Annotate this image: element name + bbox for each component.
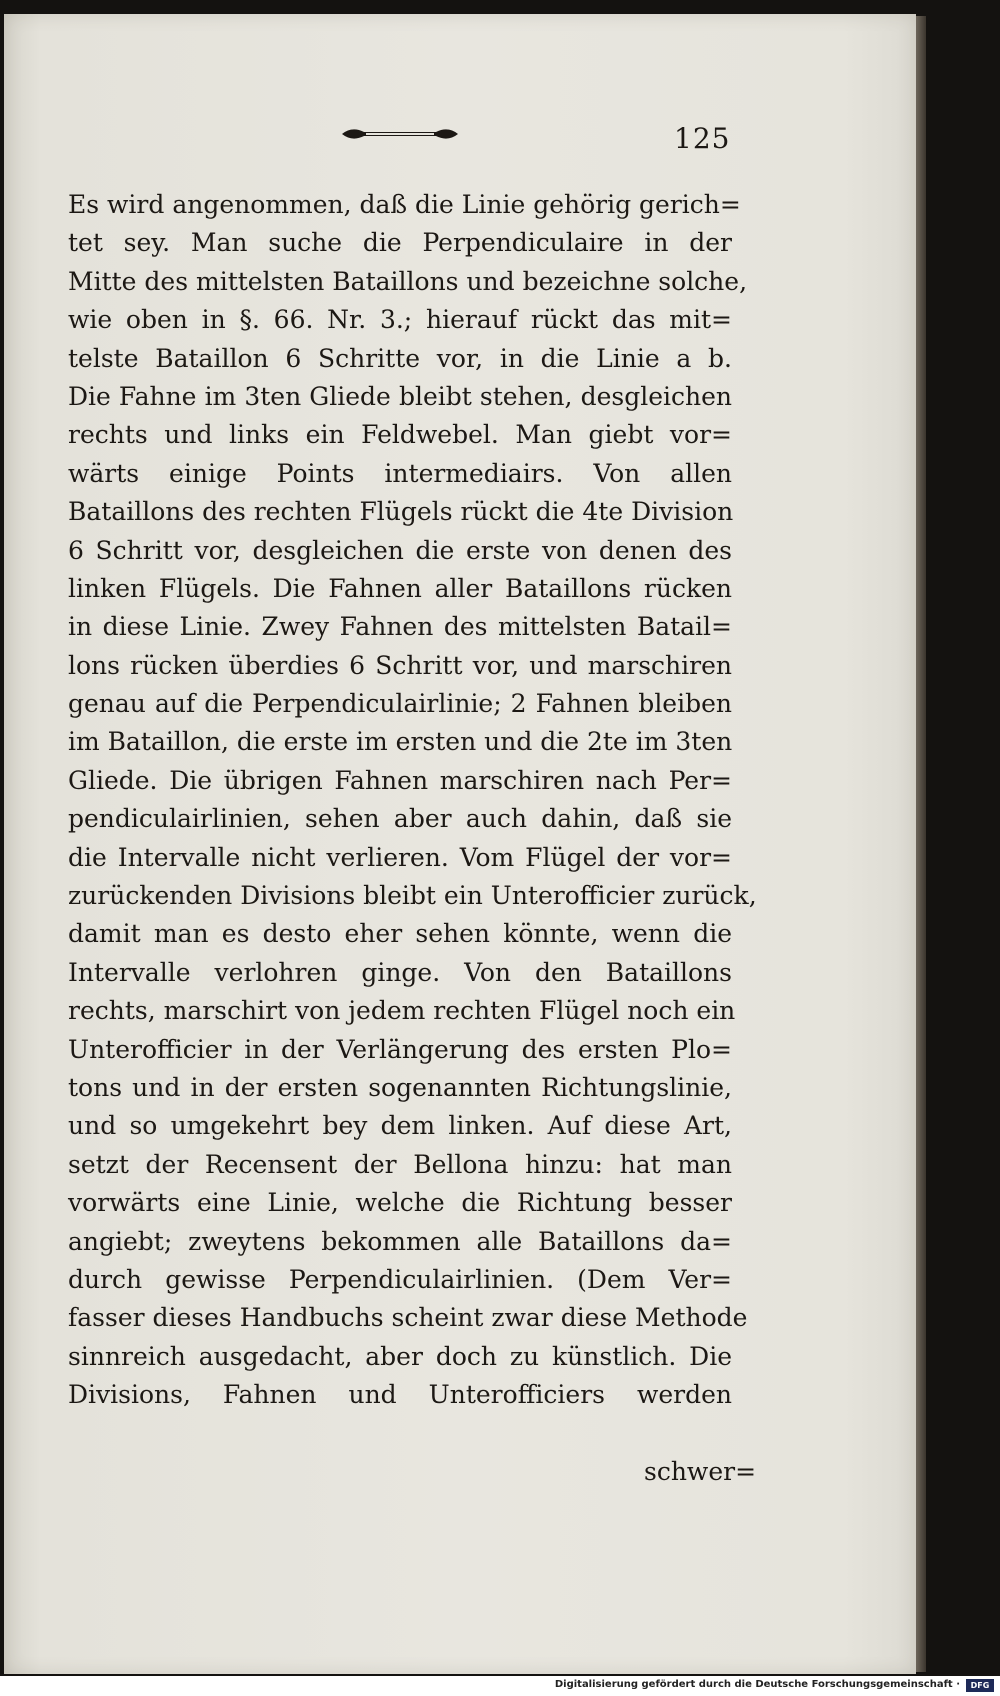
body-text	[68, 186, 757, 1415]
text-line: Divisions, Fahnen und Unterofficiers werden	[68, 1380, 732, 1410]
digitization-footer	[0, 1676, 1000, 1696]
text-line: linken Flügels. Die Fahnen aller Bataillons rücken	[68, 573, 732, 603]
text-line: vorwärts eine Linie, welche die Richtung besser	[68, 1188, 732, 1218]
text-line: genau auf die Perpendiculairlinie; 2 Fahnen bleiben	[68, 689, 732, 719]
page-edge	[916, 16, 926, 1672]
text-line: setzt der Recensent der Bellona hinzu: hat man	[68, 1149, 732, 1179]
text-line: die Intervalle nicht verlieren. Vom Flügel der vor=	[68, 842, 732, 872]
text-line: rechts, marschirt von jedem rechten Flügel noch ein	[68, 996, 736, 1026]
text-line: im Bataillon, die erste im ersten und die 2te im 3ten	[68, 727, 733, 757]
dfg-logo: DFG	[966, 1679, 994, 1692]
text-line: Die Fahne im 3ten Gliede bleibt stehen, desgleichen	[68, 381, 732, 411]
text-line: Intervalle verlohren ginge. Von den Bataillons	[68, 957, 732, 987]
text-line: Bataillons des rechten Flügels rückt die 4te Division	[68, 497, 734, 527]
text-line: Gliede. Die übrigen Fahnen marschiren nach Per=	[68, 765, 732, 795]
text-line: wärts einige Points intermediairs. Von allen	[68, 458, 732, 488]
text-line: fasser dieses Handbuchs scheint zwar diese Methode	[68, 1303, 748, 1333]
text-line: damit man es desto eher sehen könnte, wenn die	[68, 919, 732, 949]
book-page	[4, 14, 916, 1674]
page-number: 125	[674, 122, 731, 155]
text-line: Unterofficier in der Verlängerung des ersten Plo=	[68, 1034, 732, 1064]
ornament-rule-icon	[340, 124, 460, 144]
text-line: und so umgekehrt bey dem linken. Auf diese Art,	[68, 1111, 732, 1141]
text-line: durch gewisse Perpendiculairlinien. (Dem Ver=	[68, 1264, 732, 1294]
text-line: angiebt; zweytens bekommen alle Bataillons da=	[68, 1226, 732, 1256]
footer-credit: Digitalisierung gefördert durch die Deutsche Forschungsgemeinschaft ·	[554, 1679, 960, 1690]
text-line: tons und in der ersten sogenannten Richtungslinie,	[68, 1072, 732, 1102]
text-line: 6 Schritt vor, desgleichen die erste von denen des	[68, 535, 732, 565]
text-line: Es wird angenommen, daß die Linie gehörig gerich=	[68, 190, 741, 219]
text-line: lons rücken überdies 6 Schritt vor, und marschiren	[68, 650, 732, 680]
text-line: tet sey. Man suche die Perpendiculaire in der	[68, 228, 732, 258]
page-header	[4, 122, 916, 162]
text-line: zurückenden Divisions bleibt ein Unterofficier zurück,	[68, 881, 757, 911]
text-line: telste Bataillon 6 Schritte vor, in die Linie a b.	[68, 343, 732, 373]
text-line: wie oben in §. 66. Nr. 3.; hierauf rückt das mit=	[68, 305, 732, 335]
catchword: schwer=	[644, 1457, 757, 1486]
text-line: pendiculairlinien, sehen aber auch dahin, daß sie	[68, 804, 732, 834]
text-line: Mitte des mittelsten Bataillons und bezeichne solche,	[68, 266, 748, 296]
text-line: rechts und links ein Feldwebel. Man giebt vor=	[68, 420, 732, 450]
text-line: in diese Linie. Zwey Fahnen des mittelsten Batail=	[68, 612, 732, 642]
text-line: sinnreich ausgedacht, aber doch zu künstlich. Die	[68, 1341, 732, 1371]
